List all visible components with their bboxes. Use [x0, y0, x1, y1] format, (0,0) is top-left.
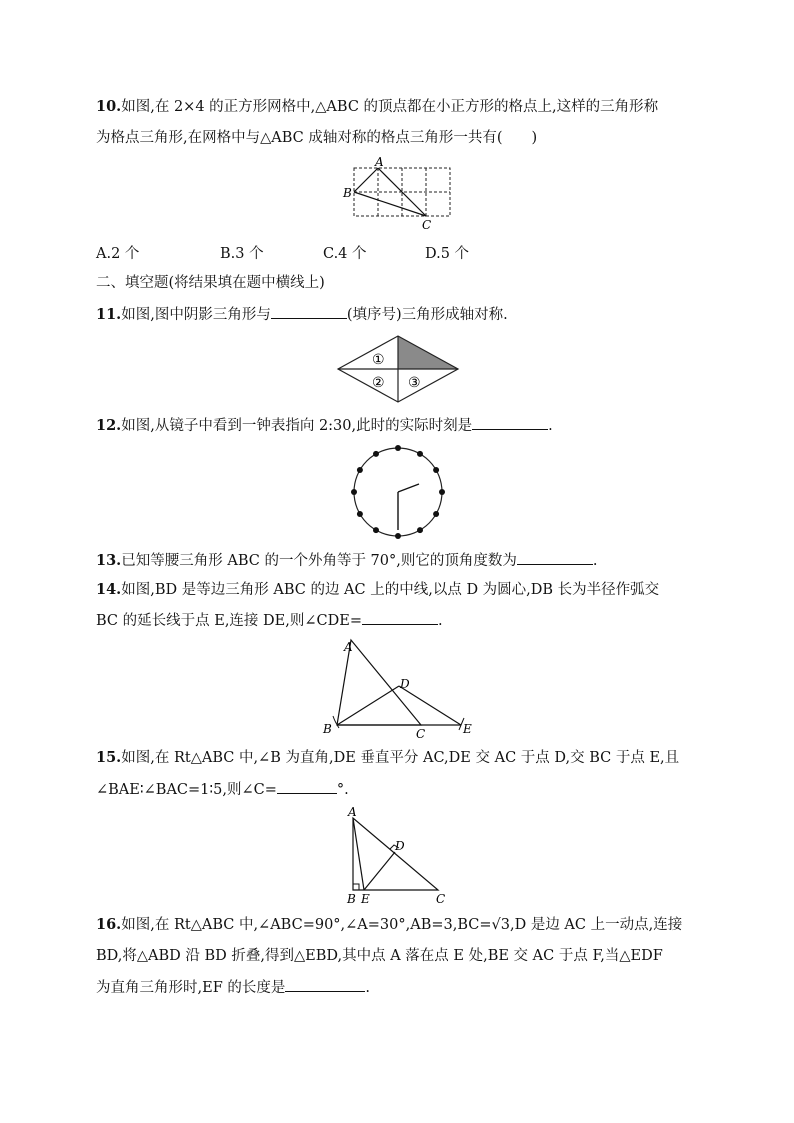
q12-clock-figure — [348, 442, 448, 542]
q10-grid-figure — [340, 156, 456, 232]
q15-label-a: A — [348, 806, 357, 819]
q14-label-b: B — [323, 722, 332, 736]
section-2-heading: 二、填空题(将结果填在题中横线上) — [96, 275, 325, 291]
q14-label-c: C — [416, 727, 426, 741]
q14-text-line1: 如图,BD 是等边三角形 ABC 的边 AC 上的中线,以点 D 为圆心,DB 长为半径作弧交 — [121, 582, 660, 598]
q15-label-e: E — [361, 892, 370, 906]
q10-text-line2: 为格点三角形,在网格中与△ABC 成轴对称的格点三角形一共有( ) — [96, 130, 538, 146]
q15-line2 — [96, 779, 349, 800]
q10-label-c: C — [422, 218, 432, 232]
q13-line — [96, 550, 597, 571]
q12-number: 12. — [96, 417, 122, 434]
q11-answer-blank[interactable] — [271, 304, 347, 319]
q10-label-a: A — [375, 156, 384, 169]
q10-line1 — [96, 97, 658, 117]
q11-mark-3: ③ — [408, 375, 421, 391]
q14-text-line2: BC 的延长线于点 E,连接 DE,则∠CDE= — [96, 613, 362, 629]
q15-triangle-figure — [340, 806, 456, 908]
q15-number: 15. — [96, 749, 122, 766]
q15-label-c: C — [436, 892, 446, 906]
q16-text-line1: 如图,在 Rt△ABC 中,∠ABC=90°,∠A=30°,AB=3,BC=√3,D 是边 AC 上一动点,连接 — [121, 917, 683, 933]
q14-number: 14. — [96, 581, 122, 598]
q14-text-line2-end: . — [437, 613, 443, 629]
q11-mark-1: ① — [372, 352, 385, 368]
q12-text-after: . — [548, 418, 553, 434]
q13-answer-blank[interactable] — [517, 550, 593, 565]
q14-triangle-figure — [320, 638, 480, 742]
q14-label-d: D — [400, 677, 410, 691]
q13-number: 13. — [96, 552, 122, 569]
q11-line — [96, 304, 508, 325]
q15-label-b: B — [347, 892, 356, 906]
q15-line1 — [96, 748, 679, 768]
q15-text-line2-end: °. — [336, 782, 349, 798]
q11-rhombus-figure — [334, 334, 462, 404]
q11-text-before: 如图,图中阴影三角形与 — [121, 307, 271, 323]
q10-option-d: D.5 个 — [425, 246, 470, 262]
q13-text-before: 已知等腰三角形 ABC 的一个外角等于 70°,则它的顶角度数为 — [121, 553, 517, 569]
q14-line2 — [96, 610, 443, 631]
q16-answer-blank[interactable] — [285, 977, 365, 992]
q10-option-a: A.2 个 — [96, 246, 140, 262]
q16-text-line3: 为直角三角形时,EF 的长度是 — [96, 980, 286, 996]
q10-option-c: C.4 个 — [323, 246, 367, 262]
q11-text-after: (填序号)三角形成轴对称. — [346, 307, 508, 323]
q16-line3 — [96, 977, 370, 998]
q16-text-line3-end: . — [365, 980, 370, 996]
q12-text-before: 如图,从镜子中看到一钟表指向 2:30,此时的实际时刻是 — [121, 418, 473, 434]
q14-label-e: E — [463, 722, 472, 736]
q16-line1 — [96, 915, 682, 935]
q15-label-d: D — [395, 839, 405, 853]
q13-text-after: . — [592, 553, 598, 569]
q10-text-line1: 如图,在 2×4 的正方形网格中,△ABC 的顶点都在小正方形的格点上,这样的三角形称 — [121, 99, 659, 115]
q14-label-a: A — [344, 640, 353, 654]
q14-line1 — [96, 580, 659, 600]
q16-number: 16. — [96, 916, 122, 933]
q11-mark-2: ② — [372, 375, 385, 391]
q16-text-line2: BD,将△ABD 沿 BD 折叠,得到△EBD,其中点 A 落在点 E 处,BE 交 AC 于点 F,当△EDF — [96, 948, 663, 964]
q10-label-b: B — [343, 186, 352, 200]
q12-line — [96, 415, 553, 436]
q15-text-line2: ∠BAE∶∠BAC=1∶5,则∠C= — [96, 782, 277, 798]
q15-answer-blank[interactable] — [277, 779, 337, 794]
q10-number: 10. — [96, 98, 122, 115]
q10-option-b: B.3 个 — [220, 246, 264, 262]
q11-number: 11. — [96, 306, 122, 323]
q15-text-line1: 如图,在 Rt△ABC 中,∠B 为直角,DE 垂直平分 AC,DE 交 AC 于点 D,交 BC 于点 E,且 — [121, 750, 680, 766]
q14-answer-blank[interactable] — [362, 610, 438, 625]
q12-answer-blank[interactable] — [472, 415, 548, 430]
